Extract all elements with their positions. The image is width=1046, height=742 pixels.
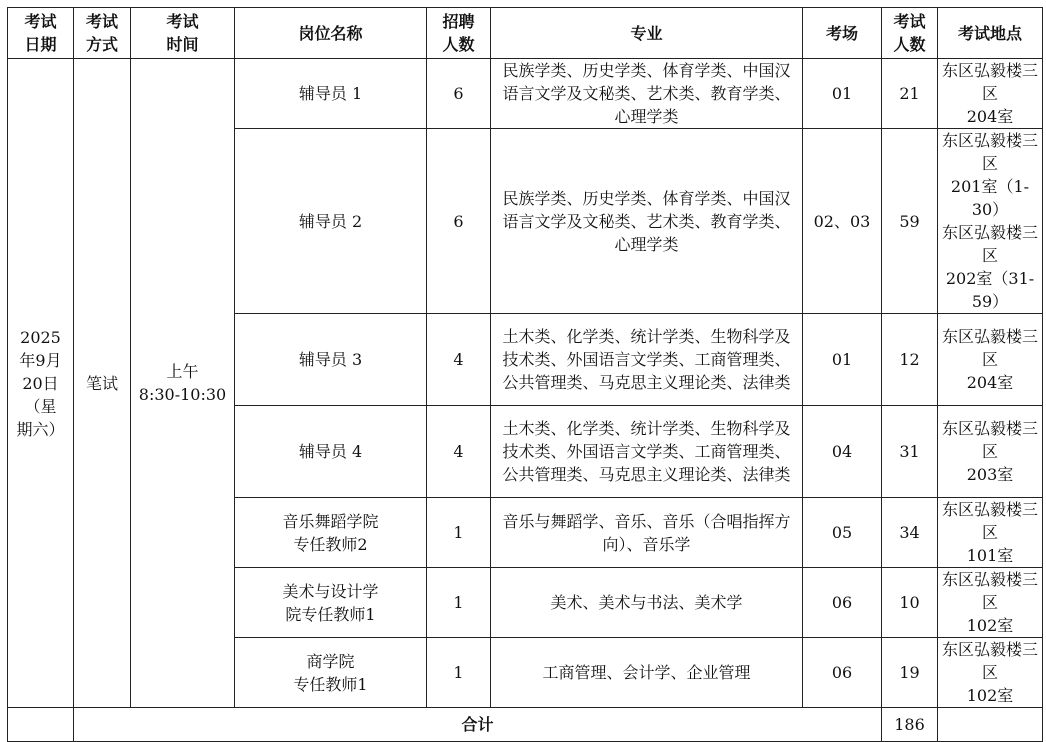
header-exam-room: 考场	[803, 8, 882, 59]
major-cell: 美术、美术与书法、美术学	[491, 568, 803, 638]
header-hire-count: 招聘 人数	[427, 8, 491, 59]
position-cell: 辅导员 3	[235, 314, 427, 406]
position-cell: 辅导员 2	[235, 129, 427, 314]
hire-count-cell: 1	[427, 568, 491, 638]
hire-count-cell: 4	[427, 314, 491, 406]
hire-count-cell: 1	[427, 498, 491, 568]
exam-location-cell: 东区弘毅楼三区 204室	[938, 314, 1043, 406]
hire-count-cell: 4	[427, 406, 491, 498]
total-row	[8, 708, 1043, 742]
header-exam-location: 考试地点	[938, 8, 1043, 59]
exam-location-cell: 东区弘毅楼三区 102室	[938, 638, 1043, 708]
hire-count-cell: 1	[427, 638, 491, 708]
total-blank-cell-end	[938, 708, 1043, 742]
exam-room-cell: 04	[803, 406, 882, 498]
exam-location-cell: 东区弘毅楼三区 204室	[938, 59, 1043, 129]
examinee-count-cell: 34	[882, 498, 938, 568]
examinee-count-cell: 10	[882, 568, 938, 638]
exam-room-cell: 06	[803, 568, 882, 638]
hire-count-cell: 6	[427, 59, 491, 129]
exam-location-cell: 东区弘毅楼三区 101室	[938, 498, 1043, 568]
total-value: 186	[882, 708, 938, 742]
position-cell: 商学院 专任教师1	[235, 638, 427, 708]
major-cell: 工商管理、会计学、企业管理	[491, 638, 803, 708]
header-position: 岗位名称	[235, 8, 427, 59]
exam-room-cell: 05	[803, 498, 882, 568]
exam-location-cell: 东区弘毅楼三区 102室	[938, 568, 1043, 638]
exam-time-cell: 上午 8:30-10:30	[131, 59, 235, 708]
position-cell: 辅导员 4	[235, 406, 427, 498]
header-exam-method: 考试 方式	[74, 8, 131, 59]
hire-count-cell: 6	[427, 129, 491, 314]
exam-date-cell: 2025 年9月 20日 （星 期六）	[8, 59, 74, 708]
examinee-count-cell: 31	[882, 406, 938, 498]
exam-location-cell: 东区弘毅楼三区 201室（1-30） 东区弘毅楼三区 202室（31-59）	[938, 129, 1043, 314]
examinee-count-cell: 59	[882, 129, 938, 314]
position-cell: 美术与设计学 院专任教师1	[235, 568, 427, 638]
exam-room-cell: 06	[803, 638, 882, 708]
major-cell: 土木类、化学类、统计学类、生物科学及技术类、外国语言文学类、工商管理类、公共管理类、马克思主义理论类、法律类	[491, 406, 803, 498]
position-cell: 音乐舞蹈学院 专任教师2	[235, 498, 427, 568]
header-exam-date: 考试 日期	[8, 8, 74, 59]
exam-room-cell: 01	[803, 59, 882, 129]
examinee-count-cell: 19	[882, 638, 938, 708]
exam-location-cell: 东区弘毅楼三区 203室	[938, 406, 1043, 498]
total-blank-cell	[8, 708, 74, 742]
header-exam-time: 考试 时间	[131, 8, 235, 59]
exam-method-cell: 笔试	[74, 59, 131, 708]
position-cell: 辅导员 1	[235, 59, 427, 129]
header-row	[8, 8, 1043, 59]
major-cell: 民族学类、历史学类、体育学类、中国汉语言文学及文秘类、艺术类、教育学类、心理学类	[491, 59, 803, 129]
exam-schedule-table	[7, 7, 1043, 742]
major-cell: 土木类、化学类、统计学类、生物科学及技术类、外国语言文学类、工商管理类、公共管理类、马克思主义理论类、法律类	[491, 314, 803, 406]
major-cell: 音乐与舞蹈学、音乐、音乐（合唱指挥方向）、音乐学	[491, 498, 803, 568]
examinee-count-cell: 21	[882, 59, 938, 129]
total-label: 合计	[74, 708, 882, 742]
exam-room-cell: 01	[803, 314, 882, 406]
major-cell: 民族学类、历史学类、体育学类、中国汉语言文学及文秘类、艺术类、教育学类、心理学类	[491, 129, 803, 314]
table-row	[8, 59, 1043, 129]
header-major: 专业	[491, 8, 803, 59]
header-examinee-count: 考试 人数	[882, 8, 938, 59]
examinee-count-cell: 12	[882, 314, 938, 406]
exam-room-cell: 02、03	[803, 129, 882, 314]
